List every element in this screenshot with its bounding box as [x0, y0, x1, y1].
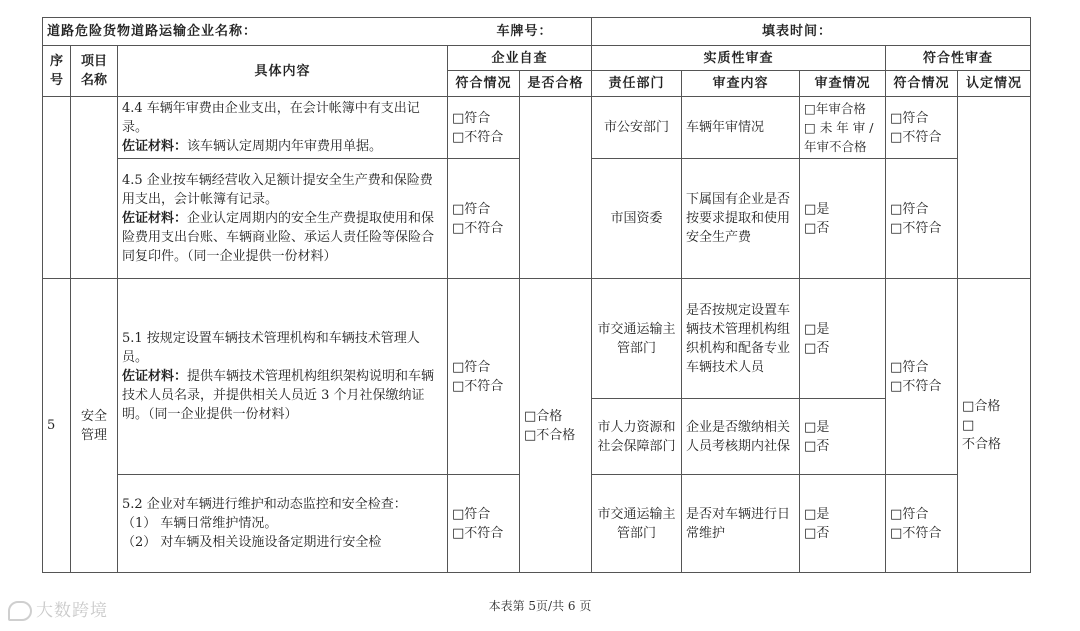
review-4-4: 车辆年审情况 — [682, 97, 800, 159]
qualified-checkbox[interactable]: □合格 — [962, 399, 1001, 414]
header-row — [43, 18, 1031, 46]
seq-cell-5: 5 — [43, 279, 71, 573]
dept-5-1b: 市人力资源和社会保障部门 — [592, 399, 682, 475]
watermark: 大数跨境 — [8, 596, 108, 621]
nonconform-checkbox[interactable]: □不符合 — [452, 129, 504, 145]
dept-5-1a: 市交通运输主管部门 — [592, 279, 682, 399]
nonconform-checkbox[interactable]: □不符合 — [890, 220, 942, 236]
company-name-cell — [43, 18, 592, 46]
confirm-cell-5: □合格 □ 不合格 — [958, 279, 1031, 573]
review-5-1b: 企业是否缴纳相关人员考核期内社保 — [682, 399, 800, 475]
date-label: 填表时间： — [762, 24, 833, 39]
qualified-cell-4 — [520, 97, 592, 279]
conform-5-2 — [886, 475, 958, 573]
unqualified-checkbox[interactable]: □ — [962, 418, 975, 433]
table-row — [43, 97, 1031, 159]
col-conformity: 符合性审查 — [886, 46, 1031, 71]
yes-checkbox[interactable]: □是 — [804, 506, 830, 522]
col-item: 项目名称 — [71, 46, 118, 97]
col-conform-status-2: 符合情况 — [886, 71, 958, 97]
unqualified-checkbox[interactable]: □不合格 — [524, 427, 576, 443]
col-seq: 序号 — [43, 46, 71, 97]
content-4-5: 4.5 企业按车辆经营收入足额计提安全生产费和保险费用支出，会计帐簿有记录。 佐证材料：企业认定周期内的安全生产费提取使用和保险费用支出台账、车辆商业险、承运人责任险等保险合同复印件。（同一企业提供一份材料） — [118, 159, 448, 279]
dept-5-2: 市交通运输主管部门 — [592, 475, 682, 573]
nonconform-checkbox[interactable]: □不符合 — [452, 525, 504, 541]
col-review-status: 审查情况 — [800, 71, 886, 97]
annual-fail-checkbox[interactable]: □ 未 年 审 / — [804, 120, 874, 135]
col-review-content: 审查内容 — [682, 71, 800, 97]
col-conform-status: 符合情况 — [448, 71, 520, 97]
dept-4-5: 市国资委 — [592, 159, 682, 279]
plate-label: 车牌号： — [496, 24, 553, 39]
item-cell-5: 安全管理 — [71, 279, 118, 573]
conform-checkbox[interactable]: □符合 — [452, 359, 491, 375]
col-substantive: 实质性审查 — [592, 46, 886, 71]
yes-checkbox[interactable]: □是 — [804, 321, 830, 337]
table-row — [43, 279, 1031, 399]
review-4-5: 下属国有企业是否按要求提取和使用安全生产费 — [682, 159, 800, 279]
col-self-check: 企业自查 — [448, 46, 592, 71]
conform-checkbox[interactable]: □符合 — [452, 201, 491, 217]
conform-checkbox[interactable]: □符合 — [890, 506, 929, 522]
col-content: 具体内容 — [118, 46, 448, 97]
no-checkbox[interactable]: □否 — [804, 340, 830, 356]
confirm-cell-4 — [958, 97, 1031, 279]
nonconform-checkbox[interactable]: □不符合 — [452, 378, 504, 394]
dept-4-4: 市公安部门 — [592, 97, 682, 159]
nonconform-checkbox[interactable]: □不符合 — [890, 129, 942, 145]
nonconform-checkbox[interactable]: □不符合 — [890, 525, 942, 541]
col-is-qualified: 是否合格 — [520, 71, 592, 97]
nonconform-checkbox[interactable]: □不符合 — [452, 220, 504, 236]
content-5-2: 5.2 企业对车辆进行维护和动态监控和安全检查： （1） 车辆日常维护情况。 （2） 对车辆及相关设施设备定期进行安全检 — [118, 475, 448, 573]
item-cell-4 — [71, 97, 118, 279]
company-label: 道路危险货物道路运输企业名称： — [47, 24, 258, 39]
self-check-4-4 — [448, 97, 520, 159]
conform-checkbox[interactable]: □符合 — [890, 110, 929, 126]
conform-4-5 — [886, 159, 958, 279]
status-5-1b — [800, 399, 886, 475]
conform-checkbox[interactable]: □符合 — [890, 201, 929, 217]
status-5-2 — [800, 475, 886, 573]
date-cell — [592, 18, 1031, 46]
content-5-1: 5.1 按规定设置车辆技术管理机构和车辆技术管理人员。 佐证材料：提供车辆技术管理机构组织架构说明和车辆技术人员名录，并提供相关人员近 3 个月社保缴纳证明。（同一企业提供一份材料） — [118, 279, 448, 475]
self-check-5-2 — [448, 475, 520, 573]
self-check-4-5 — [448, 159, 520, 279]
col-confirm-status: 认定情况 — [958, 71, 1031, 97]
status-4-4: □年审合格 □ 未 年 审 / 年审不合格 — [800, 97, 886, 159]
content-4-4: 4.4 车辆年审费由企业支出，在会计帐簿中有支出记录。 佐证材料：该车辆认定周期内年审费用单据。 — [118, 97, 448, 159]
status-4-5 — [800, 159, 886, 279]
review-5-1a: 是否按规定设置车辆技术管理机构组织机构和配备专业车辆技术人员 — [682, 279, 800, 399]
qualified-cell-5 — [520, 279, 592, 573]
no-checkbox[interactable]: □否 — [804, 525, 830, 541]
conform-5-1 — [886, 279, 958, 475]
yes-checkbox[interactable]: □是 — [804, 201, 830, 217]
seq-cell-4 — [43, 97, 71, 279]
col-dept: 责任部门 — [592, 71, 682, 97]
qualified-checkbox[interactable]: □合格 — [524, 408, 563, 424]
no-checkbox[interactable]: □否 — [804, 220, 830, 236]
yes-checkbox[interactable]: □是 — [804, 419, 830, 435]
no-checkbox[interactable]: □否 — [804, 438, 830, 454]
conform-4-4 — [886, 97, 958, 159]
conform-checkbox[interactable]: □符合 — [452, 506, 491, 522]
page-footer: 本表第 5页/共 6 页 — [488, 599, 592, 613]
nonconform-checkbox[interactable]: □不符合 — [890, 378, 942, 394]
conform-checkbox[interactable]: □符合 — [890, 359, 929, 375]
review-5-2: 是否对车辆进行日常维护 — [682, 475, 800, 573]
self-check-5-1 — [448, 279, 520, 475]
conform-checkbox[interactable]: □符合 — [452, 110, 491, 126]
inspection-table — [42, 17, 1031, 573]
annual-pass-checkbox[interactable]: □年审合格 — [804, 101, 866, 116]
status-5-1a — [800, 279, 886, 399]
